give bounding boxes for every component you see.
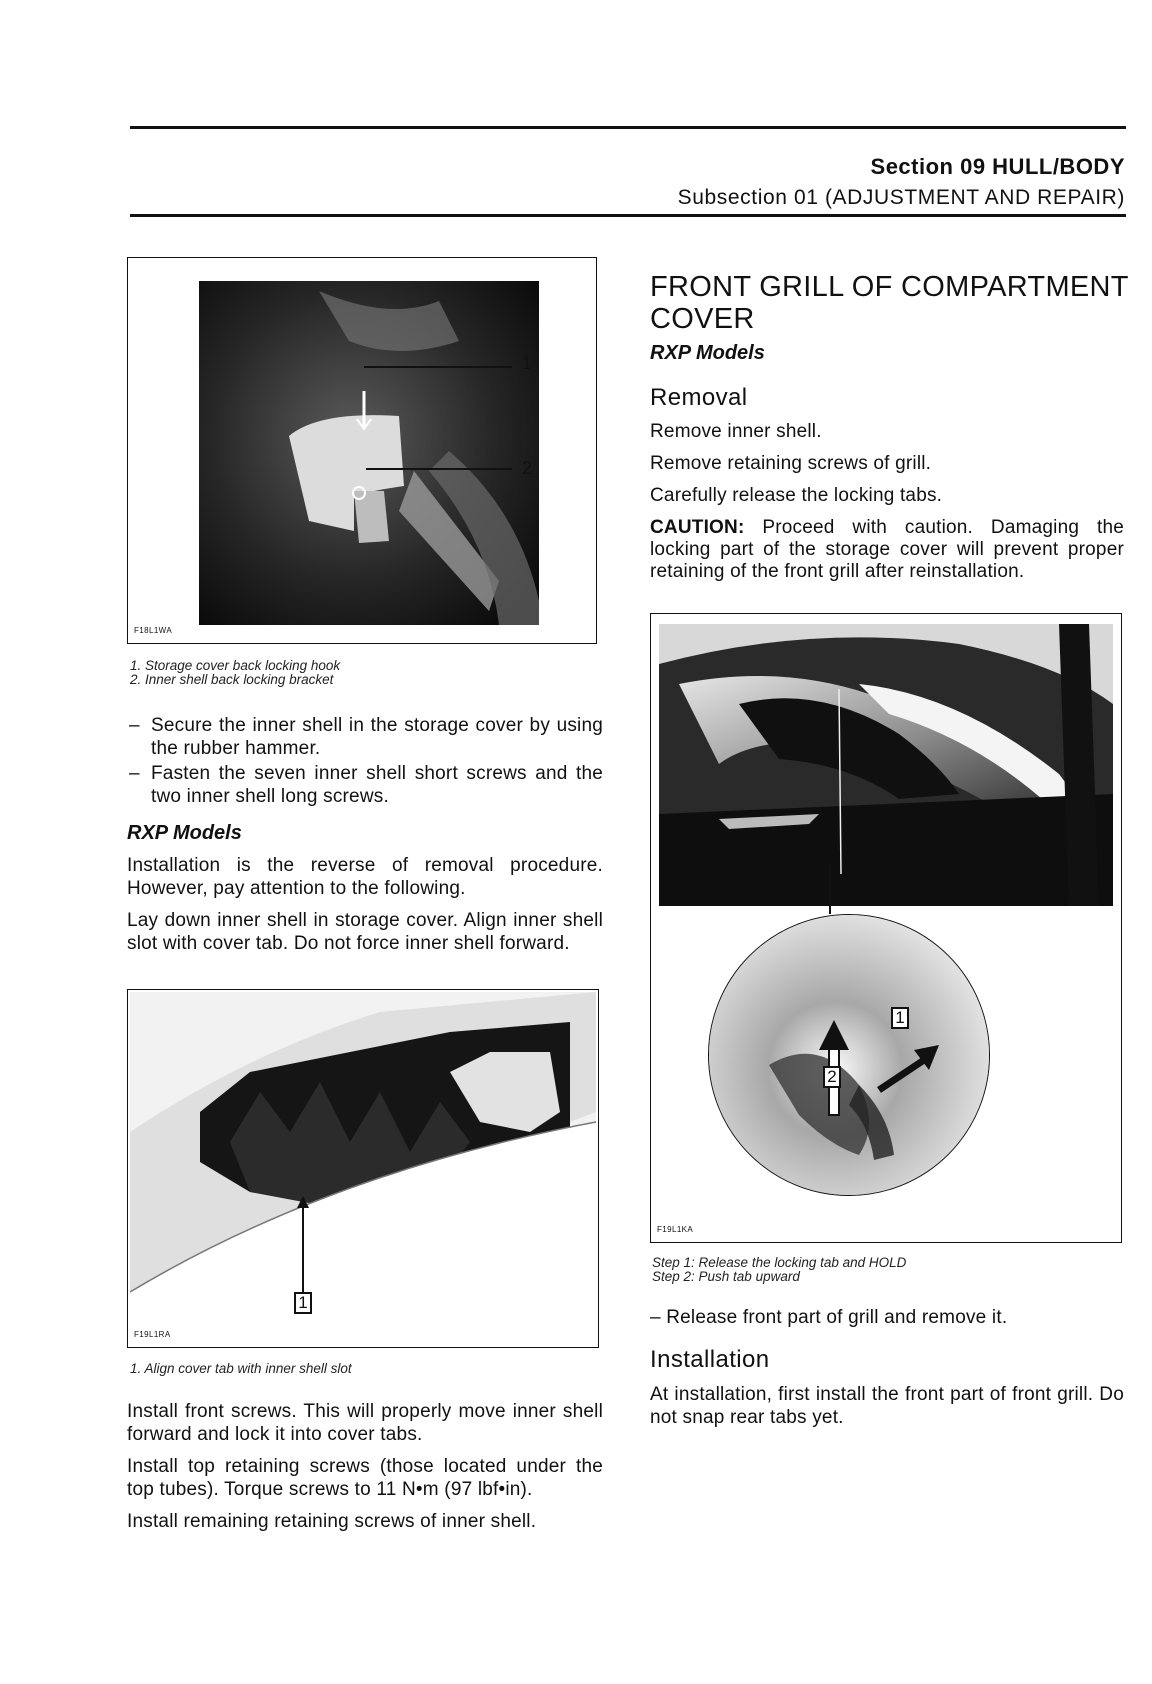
- bullet-dash: –: [129, 715, 140, 736]
- header-bottom-rule: [130, 214, 1126, 217]
- step-text: Remove retaining screws of grill.: [650, 453, 932, 474]
- callout-label-2: 2: [522, 458, 533, 478]
- release-step: – Release front part of grill and remove it.: [650, 1307, 1008, 1328]
- figure-cover-tab: [127, 989, 599, 1348]
- photo-grill: [659, 624, 1113, 906]
- callout-arrow-line: [302, 1204, 304, 1302]
- callout-label-1: 1: [891, 1007, 909, 1029]
- subsection-title: Subsection 01 (ADJUSTMENT AND REPAIR): [677, 186, 1125, 209]
- final-install-steps: [127, 1400, 603, 1533]
- model-heading: RXP Models: [650, 342, 765, 364]
- caption-line: 2. Inner shell back locking bracket: [130, 672, 334, 687]
- figure3-captions: [652, 1256, 906, 1284]
- step-text: Carefully release the locking tabs.: [650, 485, 943, 506]
- figure-code: F19L1RA: [134, 1330, 171, 1339]
- figure-code: F18L1WA: [134, 626, 173, 635]
- callout-label-1: 1: [294, 1292, 312, 1314]
- paragraph: Lay down inner shell in storage cover. Align inner shell slot with cover tab. Do not force inner shell forward.: [127, 910, 603, 954]
- figure-locking-tab: [650, 613, 1122, 1243]
- removal-steps: [650, 420, 1126, 507]
- removal-heading: Removal: [650, 384, 748, 411]
- paragraph: Install remaining retaining screws of inner shell.: [127, 1511, 537, 1532]
- callout-line-1: [364, 366, 512, 368]
- installation-heading: Installation: [650, 1346, 770, 1373]
- caption-line: Step 1: Release the locking tab and HOLD: [652, 1255, 907, 1270]
- paragraph: Install front screws. This will properly move inner shell forward and lock it into cover tabs.: [127, 1401, 603, 1445]
- caution-label: CAUTION:: [650, 517, 745, 538]
- caption-line: Step 2: Push tab upward: [652, 1269, 800, 1284]
- caution-note: [650, 517, 1124, 583]
- bullet-item: [127, 714, 603, 760]
- page-title: FRONT GRILL OF COMPARTMENT COVER: [650, 271, 1129, 335]
- figure-code: F19L1KA: [657, 1225, 694, 1234]
- callout-line-2: [366, 468, 512, 470]
- bullet-item: [127, 762, 603, 808]
- bullet-text: Secure the inner shell in the storage cover by using the rubber hammer.: [151, 715, 603, 759]
- magnifier-circle: [708, 914, 990, 1196]
- photo-locking-hook: [199, 281, 539, 625]
- paragraph: Install top retaining screws (those located under the top tubes). Torque screws to 11 N•m (97 lbf•in).: [127, 1456, 603, 1500]
- leader-line: [829, 864, 831, 914]
- caption-line: 1. Storage cover back locking hook: [130, 658, 341, 673]
- bullet-dash: –: [129, 763, 140, 784]
- securing-steps: [127, 714, 603, 808]
- section-title: Section 09 HULL/BODY: [870, 154, 1125, 179]
- bullet-text: Fasten the seven inner shell short screws and the two inner shell long screws.: [151, 763, 603, 807]
- installation-text: At installation, first install the front part of front grill. Do not snap rear tabs yet.: [650, 1384, 1124, 1428]
- paragraph: Installation is the reverse of removal procedure. However, pay attention to the following.: [127, 855, 603, 899]
- step-text: Remove inner shell.: [650, 421, 822, 442]
- figure1-captions: [130, 659, 340, 687]
- photo-cover-tab: [130, 992, 596, 1324]
- figure-storage-cover-hook: [127, 257, 597, 644]
- header-top-rule: [130, 126, 1126, 129]
- caution-text: Proceed with caution. Damaging the locking part of the storage cover will prevent proper retaining of the front grill after reinstallation.: [650, 517, 1124, 582]
- callout-label-1: 1: [522, 353, 533, 373]
- callout-label-2: 2: [823, 1066, 841, 1088]
- figure2-caption: 1. Align cover tab with inner shell slot: [130, 1361, 352, 1376]
- model-heading: RXP Models: [127, 822, 242, 844]
- callout-arrow-head: [297, 1196, 309, 1208]
- installation-notes: [127, 854, 603, 955]
